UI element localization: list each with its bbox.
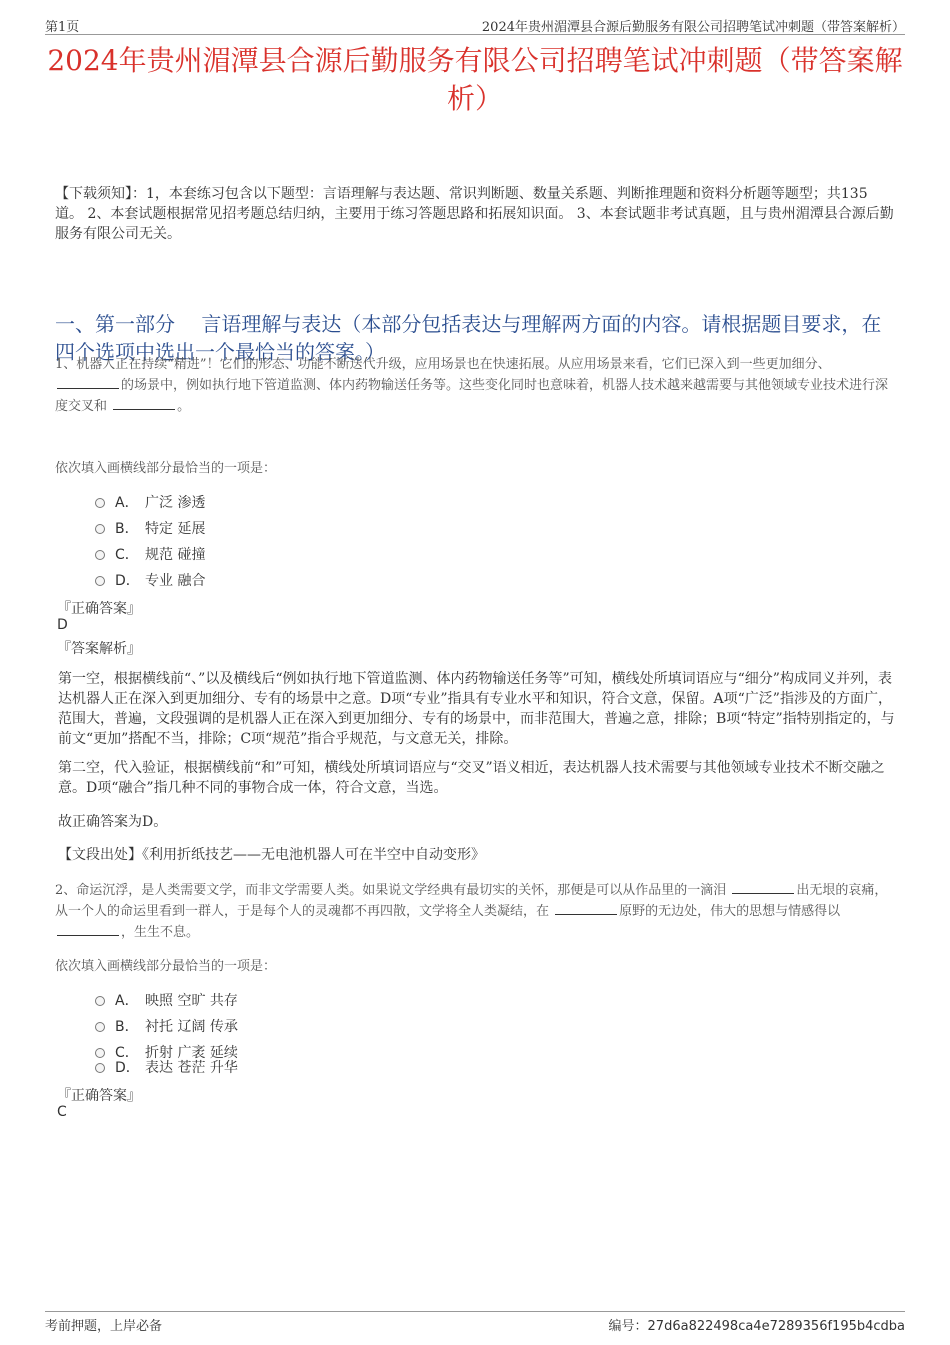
question-2-text-part-c: 原野的无边处，伟大的思想与情感得以 xyxy=(619,904,841,919)
download-notice: 【下载须知】：1，本套练习包含以下题型：言语理解与表达题、常识判断题、数量关系题、判断推理题和资料分析题等题型；共135道。 2、本套试题根据常见招考题总结归纳，主要用于练习答题思路和拓展知识面。 3、本套试题非考试真题，且与贵州湄潭县合源后勤服务有限公司无关。 xyxy=(55,186,894,242)
blank-line xyxy=(555,902,617,915)
q2-option-b[interactable]: B． 衬托 辽阔 传承 xyxy=(95,1016,238,1036)
radio-icon[interactable] xyxy=(95,1063,105,1073)
q2-option-c[interactable]: C． 折射 广袤 延续 xyxy=(95,1042,238,1062)
q1-source: 【文段出处】《利用折纸技艺——无电池机器人可在半空中自动变形》 xyxy=(58,847,485,863)
radio-icon[interactable] xyxy=(95,524,105,534)
q1-option-c[interactable]: C． 规范 碰撞 xyxy=(95,544,205,564)
question-2-text-part-d: ，生生不息。 xyxy=(121,925,200,940)
q1-option-a[interactable]: A． 广泛 渗透 xyxy=(95,492,205,512)
footer-slogan: 考前押题，上岸必备 xyxy=(45,1319,163,1334)
q1-analysis-paragraph-2: 第二空，代入验证，根据横线前“和”可知，横线处所填词语应与“交叉”语义相近，表达机器人技术需要与其他领域专业技术不断交融之意。D项“融合”指几种不同的事物合成一体，符合文意，当选。 xyxy=(58,760,885,796)
q2-answer-label: 『正确答案』 xyxy=(57,1088,141,1104)
document-title: 2024年贵州湄潭县合源后勤服务有限公司招聘笔试冲刺题（带答案解析） xyxy=(47,44,903,115)
blank-line xyxy=(732,881,794,894)
radio-icon[interactable] xyxy=(95,576,105,586)
q1-analysis-paragraph-3: 故正确答案为D。 xyxy=(58,814,168,830)
radio-icon[interactable] xyxy=(95,1022,105,1032)
q1-answer: D xyxy=(57,617,68,633)
radio-icon[interactable] xyxy=(95,550,105,560)
header-doc-title: 2024年贵州湄潭县合源后勤服务有限公司招聘笔试冲刺题（带答案解析） xyxy=(481,20,905,35)
blank-line xyxy=(57,376,119,389)
q1-option-b[interactable]: B． 特定 延展 xyxy=(95,518,205,538)
q1-answer-label: 『正确答案』 xyxy=(57,601,141,617)
page-number: 第1页 xyxy=(45,20,80,35)
radio-icon[interactable] xyxy=(95,498,105,508)
question-1-text-part-a: 1、机器人正在持续“精进”！它们的形态、功能不断迭代升级，应用场景也在快速拓展。从应用场景来看，它们已深入到一些更加细分、 xyxy=(55,357,831,372)
question-2-text-part-b: 出无垠的哀痛，从一个人的命运里看到一群人，于是每个人的灵魂都不再四散，文学将全人类凝结，在 xyxy=(55,883,888,919)
q1-option-d[interactable]: D． 专业 融合 xyxy=(95,570,205,590)
footer-code-label: 编号： xyxy=(608,1319,648,1334)
blank-line xyxy=(57,923,119,936)
q2-option-d[interactable]: D． 表达 苍茫 升华 xyxy=(95,1057,238,1077)
q2-option-a[interactable]: A． 映照 空旷 共存 xyxy=(95,990,238,1010)
question-1-instruction: 依次填入画横线部分最恰当的一项是： xyxy=(55,461,277,476)
radio-icon[interactable] xyxy=(95,996,105,1006)
question-1-text-part-c: 。 xyxy=(177,399,191,414)
question-2-instruction: 依次填入画横线部分最恰当的一项是： xyxy=(55,959,277,974)
page-footer xyxy=(45,1311,905,1334)
q1-analysis-paragraph-1: 第一空，根据横线前“、”以及横线后“例如执行地下管道监测、体内药物输送任务等”可知，横线处所填词语应与“细分”构成同义并列，表达机器人正在深入到更加细分、专有的场景中之意。D项“专业”指具有专业水平和知识，符合文意，保留。A项“广泛”指涉及的方面广，范围大，普遍，文段强调的是机器人正在深入到更加细分、专有的场景中，而非范围大，普遍之意，排除；B项“特定”指特别指定的，与前文“更加”搭配不当，排除；C项“规范”指合乎规范，与文意无关，排除。 xyxy=(58,671,895,747)
q2-answer: C xyxy=(57,1104,67,1120)
footer-code-value: 27d6a822498ca4e7289356f195b4cdba xyxy=(647,1319,905,1334)
question-2-text-part-a: 2、命运沉浮，是人类需要文学，而非文学需要人类。如果说文学经典有最切实的关怀，那便是可以从作品里的一滴泪 xyxy=(55,883,727,898)
section-title: 一、第一部分 言语理解与表达（本部分包括表达与理解两方面的内容。请根据题目要求，在四个选项中选出一个最恰当的答案。） xyxy=(55,312,882,364)
question-1-text-part-b: 的场景中，例如执行地下管道监测、体内药物输送任务等。这些变化同时也意味着，机器人技术越来越需要与其他领域专业技术进行深度交叉和 xyxy=(55,378,889,414)
footer-code xyxy=(609,1315,905,1334)
question-1-text xyxy=(55,354,895,417)
page-header xyxy=(45,14,905,35)
question-2-text xyxy=(55,880,895,943)
blank-line xyxy=(113,397,175,410)
q1-analysis-label: 『答案解析』 xyxy=(57,641,141,657)
